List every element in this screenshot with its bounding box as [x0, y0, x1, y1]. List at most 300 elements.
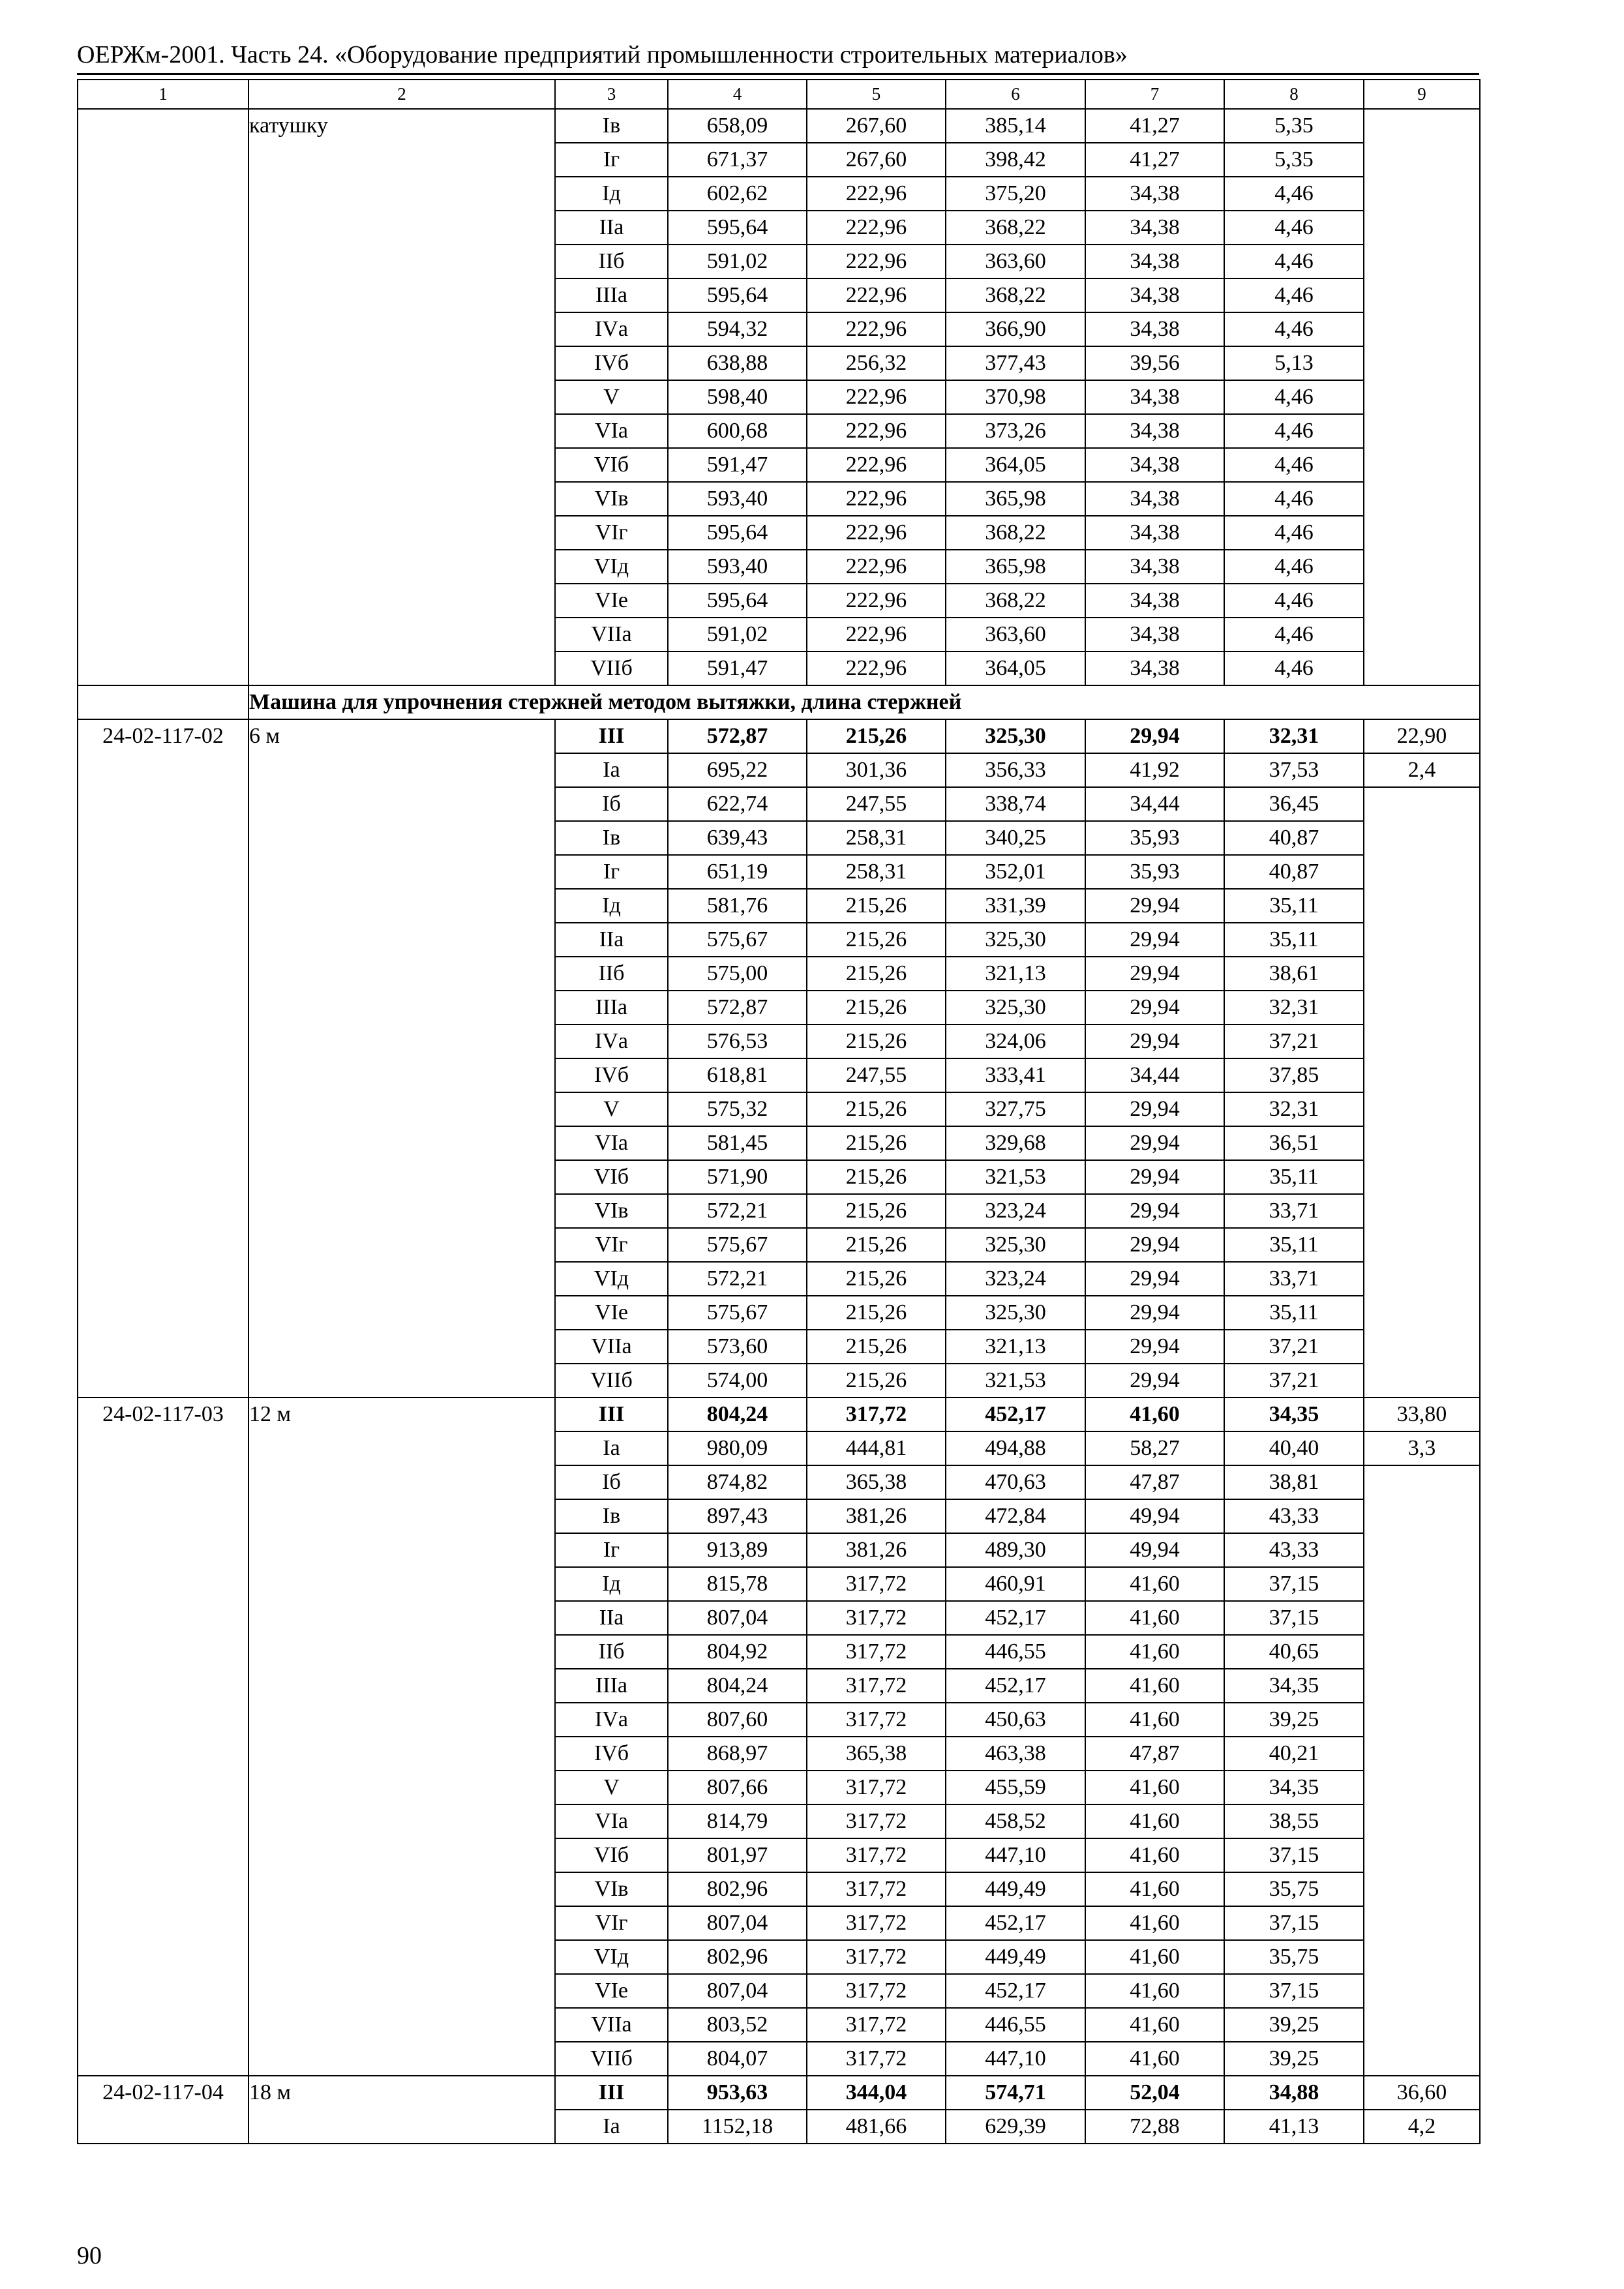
table-row [78, 719, 1480, 753]
value-cell: 41,60 [1085, 1974, 1224, 2008]
value-cell: 600,68 [668, 414, 807, 448]
group-cell: VIIа [555, 618, 668, 651]
group-cell: V [555, 380, 668, 414]
value-cell: 807,66 [668, 1771, 807, 1804]
value-cell: 595,64 [668, 211, 807, 245]
value-cell: 35,93 [1085, 821, 1224, 855]
value-cell: 215,26 [807, 1194, 946, 1228]
value-cell: 41,60 [1085, 2042, 1224, 2076]
value-cell: 381,26 [807, 1499, 946, 1533]
group-cell: VIб [555, 1160, 668, 1194]
col9-cell [1364, 109, 1480, 685]
table-row [78, 2076, 1480, 2110]
value-cell: 41,60 [1085, 1838, 1224, 1872]
price-table [77, 79, 1481, 2144]
group-cell: IIб [555, 245, 668, 278]
value-cell: 49,94 [1085, 1499, 1224, 1533]
value-cell: 4,46 [1224, 584, 1364, 618]
group-cell: III [555, 2076, 668, 2110]
value-cell: 35,75 [1224, 1872, 1364, 1906]
value-cell: 618,81 [668, 1058, 807, 1092]
value-cell: 576,53 [668, 1025, 807, 1058]
value-cell: 40,40 [1224, 1431, 1364, 1465]
column-number: 8 [1224, 80, 1364, 109]
value-cell: 368,22 [946, 278, 1085, 312]
value-cell: 29,94 [1085, 1296, 1224, 1330]
value-cell: 41,60 [1085, 1398, 1224, 1431]
value-cell: 29,94 [1085, 1194, 1224, 1228]
group-cell: VIб [555, 448, 668, 482]
value-cell: 41,60 [1085, 1940, 1224, 1974]
value-cell: 368,22 [946, 211, 1085, 245]
value-cell: 41,60 [1085, 1703, 1224, 1737]
group-cell: Iг [555, 1533, 668, 1567]
value-cell: 452,17 [946, 1669, 1085, 1703]
value-cell: 581,45 [668, 1126, 807, 1160]
value-cell: 37,15 [1224, 1974, 1364, 2008]
value-cell: 4,46 [1224, 177, 1364, 211]
label-cell: 18 м [248, 2076, 555, 2144]
value-cell: 602,62 [668, 177, 807, 211]
value-cell: 215,26 [807, 1262, 946, 1296]
value-cell: 41,60 [1085, 1567, 1224, 1601]
group-cell: III [555, 1398, 668, 1431]
value-cell: 317,72 [807, 1974, 946, 2008]
value-cell: 58,27 [1085, 1431, 1224, 1465]
value-cell: 34,38 [1085, 482, 1224, 516]
value-cell: 32,31 [1224, 719, 1364, 753]
value-cell: 256,32 [807, 346, 946, 380]
value-cell: 695,22 [668, 753, 807, 787]
value-cell: 36,51 [1224, 1126, 1364, 1160]
value-cell: 365,38 [807, 1465, 946, 1499]
group-cell: IVа [555, 312, 668, 346]
value-cell: 34,38 [1085, 516, 1224, 550]
value-cell: 215,26 [807, 1228, 946, 1262]
value-cell: 49,94 [1085, 1533, 1224, 1567]
group-cell: IIIа [555, 278, 668, 312]
value-cell: 317,72 [807, 2042, 946, 2076]
value-cell: 629,39 [946, 2110, 1085, 2144]
value-cell: 381,26 [807, 1533, 946, 1567]
group-cell: IIа [555, 923, 668, 957]
value-cell: 651,19 [668, 855, 807, 889]
value-cell: 222,96 [807, 448, 946, 482]
value-cell: 38,81 [1224, 1465, 1364, 1499]
value-cell: 72,88 [1085, 2110, 1224, 2144]
value-cell: 215,26 [807, 1330, 946, 1364]
value-cell: 34,38 [1085, 584, 1224, 618]
value-cell: 215,26 [807, 991, 946, 1025]
value-cell: 325,30 [946, 719, 1085, 753]
value-cell: 33,71 [1224, 1194, 1364, 1228]
value-cell: 344,04 [807, 2076, 946, 2110]
value-cell: 317,72 [807, 1872, 946, 1906]
value-cell: 215,26 [807, 719, 946, 753]
value-cell: 35,93 [1085, 855, 1224, 889]
value-cell: 47,87 [1085, 1465, 1224, 1499]
value-cell: 317,72 [807, 1398, 946, 1431]
value-cell: 593,40 [668, 482, 807, 516]
value-cell: 41,27 [1085, 143, 1224, 177]
value-cell: 39,25 [1224, 1703, 1364, 1737]
value-cell: 449,49 [946, 1872, 1085, 1906]
value-cell: 338,74 [946, 787, 1085, 821]
group-cell: Iб [555, 1465, 668, 1499]
value-cell: 317,72 [807, 2008, 946, 2042]
value-cell: 317,72 [807, 1940, 946, 1974]
col9-cell: 3,3 [1364, 1431, 1480, 1465]
value-cell: 34,38 [1085, 448, 1224, 482]
column-number: 7 [1085, 80, 1224, 109]
section-row [78, 685, 1480, 719]
group-cell: VIIа [555, 1330, 668, 1364]
value-cell: 39,25 [1224, 2042, 1364, 2076]
value-cell: 38,61 [1224, 957, 1364, 991]
value-cell: 804,24 [668, 1669, 807, 1703]
value-cell: 446,55 [946, 1635, 1085, 1669]
label-cell: 6 м [248, 719, 555, 1398]
value-cell: 34,38 [1085, 245, 1224, 278]
value-cell: 4,46 [1224, 651, 1364, 685]
page-number: 90 [77, 2242, 102, 2269]
value-cell: 40,87 [1224, 821, 1364, 855]
value-cell: 364,05 [946, 651, 1085, 685]
value-cell: 458,52 [946, 1804, 1085, 1838]
value-cell: 40,21 [1224, 1737, 1364, 1771]
value-cell: 385,14 [946, 109, 1085, 143]
value-cell: 807,04 [668, 1974, 807, 2008]
column-number: 6 [946, 80, 1085, 109]
value-cell: 572,21 [668, 1262, 807, 1296]
value-cell: 222,96 [807, 177, 946, 211]
value-cell: 37,15 [1224, 1601, 1364, 1635]
value-cell: 222,96 [807, 651, 946, 685]
value-cell: 321,53 [946, 1364, 1085, 1398]
value-cell: 452,17 [946, 1906, 1085, 1940]
value-cell: 41,13 [1224, 2110, 1364, 2144]
value-cell: 591,47 [668, 448, 807, 482]
group-cell: VIд [555, 550, 668, 584]
col9-cell: 36,60 [1364, 2076, 1480, 2110]
value-cell: 222,96 [807, 550, 946, 584]
group-cell: VIа [555, 414, 668, 448]
group-cell: Iв [555, 1499, 668, 1533]
page-header: ОЕРЖм-2001. Часть 24. «Оборудование предприятий промышленности строительных материалов» [77, 41, 1128, 68]
value-cell: 5,35 [1224, 143, 1364, 177]
section-title: Машина для упрочнения стержней методом вытяжки, длина стержней [248, 685, 1480, 719]
group-cell: VIд [555, 1940, 668, 1974]
value-cell: 452,17 [946, 1974, 1085, 2008]
value-cell: 591,02 [668, 618, 807, 651]
value-cell: 301,36 [807, 753, 946, 787]
value-cell: 575,67 [668, 1296, 807, 1330]
value-cell: 29,94 [1085, 991, 1224, 1025]
value-cell: 365,98 [946, 482, 1085, 516]
value-cell: 807,04 [668, 1906, 807, 1940]
group-cell: IIа [555, 211, 668, 245]
group-cell: Iг [555, 855, 668, 889]
value-cell: 573,60 [668, 1330, 807, 1364]
group-cell: Iв [555, 821, 668, 855]
value-cell: 258,31 [807, 855, 946, 889]
value-cell: 215,26 [807, 923, 946, 957]
value-cell: 34,38 [1085, 414, 1224, 448]
value-cell: 215,26 [807, 1160, 946, 1194]
group-cell: VIа [555, 1804, 668, 1838]
value-cell: 571,90 [668, 1160, 807, 1194]
group-cell: IVб [555, 1058, 668, 1092]
value-cell: 4,46 [1224, 448, 1364, 482]
value-cell: 639,43 [668, 821, 807, 855]
value-cell: 874,82 [668, 1465, 807, 1499]
value-cell: 340,25 [946, 821, 1085, 855]
group-cell: VIг [555, 516, 668, 550]
value-cell: 802,96 [668, 1872, 807, 1906]
value-cell: 594,32 [668, 312, 807, 346]
value-cell: 317,72 [807, 1669, 946, 1703]
value-cell: 35,75 [1224, 1940, 1364, 1974]
value-cell: 325,30 [946, 991, 1085, 1025]
column-number: 5 [807, 80, 946, 109]
group-cell: Iв [555, 109, 668, 143]
label-cell: 12 м [248, 1398, 555, 2076]
value-cell: 449,49 [946, 1940, 1085, 1974]
value-cell: 638,88 [668, 346, 807, 380]
value-cell: 807,60 [668, 1703, 807, 1737]
value-cell: 814,79 [668, 1804, 807, 1838]
value-cell: 4,46 [1224, 550, 1364, 584]
value-cell: 34,44 [1085, 787, 1224, 821]
value-cell: 591,47 [668, 651, 807, 685]
group-cell: VIе [555, 584, 668, 618]
value-cell: 4,46 [1224, 211, 1364, 245]
value-cell: 323,24 [946, 1194, 1085, 1228]
value-cell: 34,38 [1085, 211, 1224, 245]
group-cell: III [555, 719, 668, 753]
value-cell: 365,38 [807, 1737, 946, 1771]
table-row [78, 1398, 1480, 1431]
value-cell: 463,38 [946, 1737, 1085, 1771]
group-cell: VIа [555, 1126, 668, 1160]
value-cell: 215,26 [807, 1296, 946, 1330]
value-cell: 32,31 [1224, 1092, 1364, 1126]
value-cell: 40,87 [1224, 855, 1364, 889]
value-cell: 4,46 [1224, 278, 1364, 312]
value-cell: 574,71 [946, 2076, 1085, 2110]
value-cell: 34,38 [1085, 618, 1224, 651]
value-cell: 222,96 [807, 211, 946, 245]
value-cell: 325,30 [946, 923, 1085, 957]
col9-cell: 4,2 [1364, 2110, 1480, 2144]
value-cell: 41,60 [1085, 1669, 1224, 1703]
group-cell: Iд [555, 177, 668, 211]
group-cell: Iа [555, 2110, 668, 2144]
value-cell: 325,30 [946, 1228, 1085, 1262]
value-cell: 375,20 [946, 177, 1085, 211]
value-cell: 41,60 [1085, 1771, 1224, 1804]
value-cell: 363,60 [946, 245, 1085, 278]
value-cell: 29,94 [1085, 1126, 1224, 1160]
value-cell: 801,97 [668, 1838, 807, 1872]
value-cell: 317,72 [807, 1804, 946, 1838]
value-cell: 5,13 [1224, 346, 1364, 380]
value-cell: 37,15 [1224, 1567, 1364, 1601]
group-cell: VIв [555, 482, 668, 516]
group-cell: Iа [555, 753, 668, 787]
group-cell: IVа [555, 1025, 668, 1058]
value-cell: 29,94 [1085, 889, 1224, 923]
value-cell: 222,96 [807, 516, 946, 550]
value-cell: 368,22 [946, 516, 1085, 550]
column-number: 9 [1364, 80, 1480, 109]
group-cell: Iа [555, 1431, 668, 1465]
column-number: 3 [555, 80, 668, 109]
value-cell: 35,11 [1224, 923, 1364, 957]
value-cell: 4,46 [1224, 618, 1364, 651]
value-cell: 802,96 [668, 1940, 807, 1974]
value-cell: 370,98 [946, 380, 1085, 414]
value-cell: 29,94 [1085, 957, 1224, 991]
value-cell: 953,63 [668, 2076, 807, 2110]
group-cell: Iд [555, 1567, 668, 1601]
value-cell: 377,43 [946, 346, 1085, 380]
value-cell: 591,02 [668, 245, 807, 278]
value-cell: 913,89 [668, 1533, 807, 1567]
value-cell: 222,96 [807, 482, 946, 516]
value-cell: 34,38 [1085, 651, 1224, 685]
value-cell: 39,25 [1224, 2008, 1364, 2042]
value-cell: 41,60 [1085, 2008, 1224, 2042]
value-cell: 34,35 [1224, 1398, 1364, 1431]
value-cell: 364,05 [946, 448, 1085, 482]
column-number: 2 [248, 80, 555, 109]
value-cell: 317,72 [807, 1601, 946, 1635]
value-cell: 215,26 [807, 1092, 946, 1126]
value-cell: 321,13 [946, 957, 1085, 991]
value-cell: 222,96 [807, 380, 946, 414]
group-cell: VIг [555, 1906, 668, 1940]
value-cell: 41,60 [1085, 1872, 1224, 1906]
value-cell: 34,38 [1085, 278, 1224, 312]
value-cell: 317,72 [807, 1906, 946, 1940]
value-cell: 29,94 [1085, 1092, 1224, 1126]
value-cell: 1152,18 [668, 2110, 807, 2144]
value-cell: 572,87 [668, 719, 807, 753]
value-cell: 34,38 [1085, 177, 1224, 211]
group-cell: IIIа [555, 1669, 668, 1703]
group-cell: VIв [555, 1194, 668, 1228]
value-cell: 575,67 [668, 1228, 807, 1262]
value-cell: 37,21 [1224, 1025, 1364, 1058]
value-cell: 29,94 [1085, 1262, 1224, 1296]
col9-cell [1364, 1465, 1480, 2076]
value-cell: 317,72 [807, 1567, 946, 1601]
group-cell: IIIа [555, 991, 668, 1025]
group-cell: IVа [555, 1703, 668, 1737]
value-cell: 34,38 [1085, 550, 1224, 584]
value-cell: 317,72 [807, 1771, 946, 1804]
value-cell: 452,17 [946, 1601, 1085, 1635]
group-cell: VIв [555, 1872, 668, 1906]
value-cell: 325,30 [946, 1296, 1085, 1330]
value-cell: 581,76 [668, 889, 807, 923]
group-cell: VIе [555, 1974, 668, 2008]
value-cell: 323,24 [946, 1262, 1085, 1296]
value-cell: 868,97 [668, 1737, 807, 1771]
group-cell: VIIб [555, 2042, 668, 2076]
code-cell: 24-02-117-04 [78, 2076, 248, 2144]
group-cell: IIб [555, 1635, 668, 1669]
value-cell: 34,35 [1224, 1669, 1364, 1703]
column-number-row [78, 80, 1480, 109]
value-cell: 38,55 [1224, 1804, 1364, 1838]
value-cell: 804,92 [668, 1635, 807, 1669]
value-cell: 222,96 [807, 414, 946, 448]
value-cell: 37,21 [1224, 1330, 1364, 1364]
value-cell: 595,64 [668, 516, 807, 550]
value-cell: 333,41 [946, 1058, 1085, 1092]
value-cell: 33,71 [1224, 1262, 1364, 1296]
value-cell: 29,94 [1085, 1364, 1224, 1398]
value-cell: 363,60 [946, 618, 1085, 651]
value-cell: 398,42 [946, 143, 1085, 177]
group-cell: Iд [555, 889, 668, 923]
value-cell: 481,66 [807, 2110, 946, 2144]
value-cell: 460,91 [946, 1567, 1085, 1601]
value-cell: 267,60 [807, 143, 946, 177]
value-cell: 35,11 [1224, 1296, 1364, 1330]
value-cell: 41,60 [1085, 1635, 1224, 1669]
value-cell: 366,90 [946, 312, 1085, 346]
value-cell: 575,32 [668, 1092, 807, 1126]
value-cell: 222,96 [807, 584, 946, 618]
value-cell: 365,98 [946, 550, 1085, 584]
value-cell: 247,55 [807, 1058, 946, 1092]
value-cell: 317,72 [807, 1838, 946, 1872]
value-cell: 622,74 [668, 787, 807, 821]
value-cell: 815,78 [668, 1567, 807, 1601]
value-cell: 494,88 [946, 1431, 1085, 1465]
value-cell: 41,27 [1085, 109, 1224, 143]
value-cell: 37,15 [1224, 1838, 1364, 1872]
value-cell: 352,01 [946, 855, 1085, 889]
value-cell: 35,11 [1224, 1160, 1364, 1194]
group-cell: IIа [555, 1601, 668, 1635]
value-cell: 452,17 [946, 1398, 1085, 1431]
value-cell: 222,96 [807, 278, 946, 312]
value-cell: 41,60 [1085, 1804, 1224, 1838]
value-cell: 5,35 [1224, 109, 1364, 143]
value-cell: 356,33 [946, 753, 1085, 787]
value-cell: 43,33 [1224, 1533, 1364, 1567]
value-cell: 4,46 [1224, 414, 1364, 448]
value-cell: 593,40 [668, 550, 807, 584]
value-cell: 450,63 [946, 1703, 1085, 1737]
value-cell: 34,88 [1224, 2076, 1364, 2110]
value-cell: 980,09 [668, 1431, 807, 1465]
group-cell: Iг [555, 143, 668, 177]
value-cell: 222,96 [807, 312, 946, 346]
group-cell: IVб [555, 1737, 668, 1771]
value-cell: 40,65 [1224, 1635, 1364, 1669]
value-cell: 37,15 [1224, 1906, 1364, 1940]
code-cell: 24-02-117-02 [78, 719, 248, 1398]
value-cell: 267,60 [807, 109, 946, 143]
value-cell: 671,37 [668, 143, 807, 177]
value-cell: 574,00 [668, 1364, 807, 1398]
value-cell: 29,94 [1085, 1160, 1224, 1194]
